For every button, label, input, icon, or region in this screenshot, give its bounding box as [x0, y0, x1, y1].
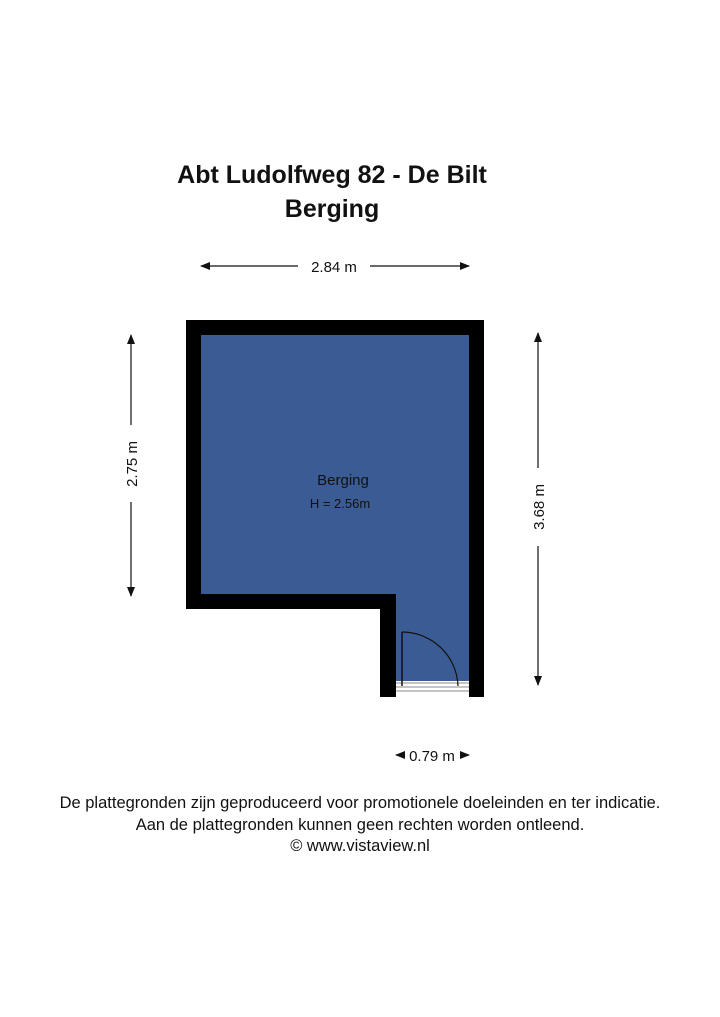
dimension-top-label: 2.84 m	[311, 259, 357, 276]
dimension-bottom-width	[396, 748, 469, 765]
dimension-bottom-label: 0.79 m	[409, 748, 455, 765]
dimension-top-width	[201, 259, 469, 276]
room-floor	[201, 335, 469, 694]
dimension-right-label: 3.68 m	[531, 484, 548, 530]
dimension-left-height	[124, 335, 141, 596]
plan-subtitle: Berging	[284, 195, 380, 223]
disclaimer-line-1: De plattegronden zijn geproduceerd voor promotionele doeleinden en ter indicatie.	[59, 794, 661, 812]
copyright-link[interactable]: © www.vistaview.nl	[290, 837, 430, 855]
room-height-label: H = 2.56m	[309, 496, 371, 511]
dimension-left-label: 2.75 m	[124, 441, 141, 487]
plan-title: Abt Ludolfweg 82 - De Bilt	[177, 161, 487, 189]
dimension-right-height	[531, 333, 548, 685]
disclaimer-line-2: Aan de plattegronden kunnen geen rechten worden ontleend.	[135, 816, 585, 834]
room-label: Berging	[317, 472, 369, 489]
